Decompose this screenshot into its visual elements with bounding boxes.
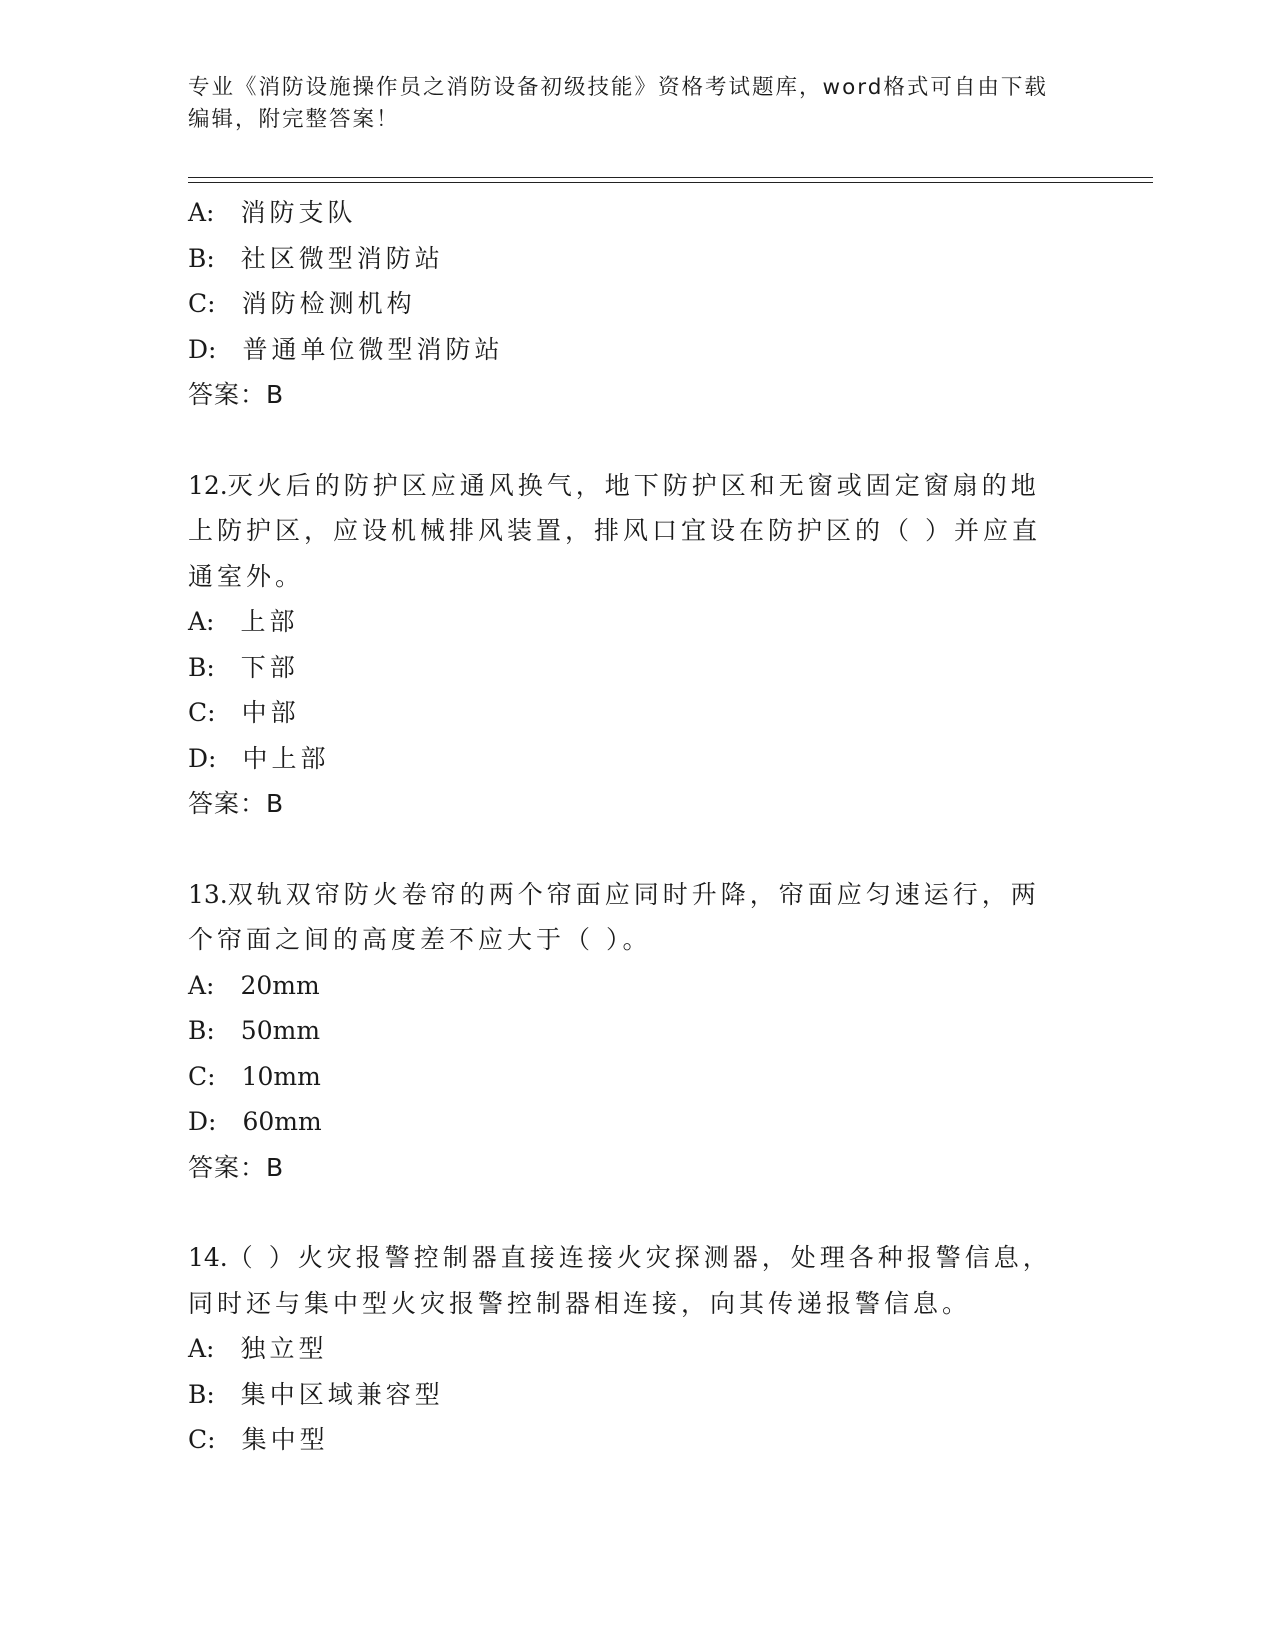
question-text: 双轨双帘防火卷帘的两个帘面应同时升降，帘面应匀速运行，两个帘面之间的高度差不应大于（ ）。 bbox=[188, 879, 1040, 954]
question-stem bbox=[188, 1235, 1068, 1326]
question-11-tail bbox=[188, 190, 1068, 418]
option-c bbox=[188, 690, 1068, 736]
option-text: 消防检测机构 bbox=[241, 289, 416, 318]
option-letter: D: bbox=[188, 743, 217, 773]
answer-line: 答案：B bbox=[188, 1152, 285, 1182]
header-divider-top bbox=[188, 177, 1153, 178]
option-text: 60mm bbox=[242, 1107, 322, 1136]
header-divider-bottom bbox=[188, 182, 1153, 183]
option-a bbox=[188, 599, 1068, 645]
option-letter: A: bbox=[188, 1334, 215, 1363]
option-letter: D: bbox=[188, 1107, 217, 1136]
option-text: 集中型 bbox=[241, 1425, 329, 1454]
option-text: 普通单位微型消防站 bbox=[242, 334, 504, 364]
option-b bbox=[188, 1372, 1068, 1418]
option-letter: B: bbox=[188, 652, 215, 682]
answer-line: 答案：B bbox=[188, 789, 285, 818]
option-text: 10mm bbox=[241, 1061, 321, 1091]
option-text: 50mm bbox=[240, 1016, 321, 1045]
option-d bbox=[188, 736, 1068, 782]
question-text: 灭火后的防护区应通风换气，地下防护区和无窗或固定窗扇的地上防护区，应设机械排风装置，排风口宜设在防护区的（ ）并应直通室外。 bbox=[188, 470, 1041, 591]
option-text: 消防支队 bbox=[240, 198, 357, 227]
option-letter: C: bbox=[188, 1425, 216, 1454]
question-13 bbox=[188, 872, 1068, 1191]
option-text: 独立型 bbox=[240, 1334, 328, 1363]
option-letter: C: bbox=[188, 698, 216, 727]
option-d bbox=[188, 1099, 1068, 1145]
option-letter: A: bbox=[188, 607, 215, 636]
option-text: 下部 bbox=[240, 652, 299, 682]
option-b bbox=[188, 1008, 1068, 1054]
question-12 bbox=[188, 463, 1068, 827]
option-text: 中部 bbox=[241, 698, 300, 727]
option-letter: C: bbox=[188, 1061, 216, 1091]
option-c bbox=[188, 1417, 1068, 1463]
option-d bbox=[188, 327, 1068, 373]
option-letter: A: bbox=[188, 198, 215, 227]
option-text: 集中区域兼容型 bbox=[240, 1379, 444, 1409]
option-b bbox=[188, 236, 1068, 282]
option-b bbox=[188, 645, 1068, 691]
option-letter: B: bbox=[188, 1016, 215, 1045]
question-number: 13. bbox=[188, 879, 228, 909]
question-stem bbox=[188, 463, 1068, 600]
question-stem bbox=[188, 872, 1068, 963]
option-c bbox=[188, 281, 1068, 327]
question-14 bbox=[188, 1235, 1068, 1463]
option-text: 上部 bbox=[240, 607, 299, 636]
document-description: 专业《消防设施操作员之消防设备初级技能》资格考试题库，word格式可自由下载编辑，附完整答案！ bbox=[188, 75, 1048, 132]
option-a bbox=[188, 1326, 1068, 1372]
option-c bbox=[188, 1054, 1068, 1100]
option-letter: B: bbox=[188, 243, 215, 273]
option-a bbox=[188, 190, 1068, 236]
question-number: 14. bbox=[188, 1243, 228, 1272]
option-text: 20mm bbox=[240, 970, 320, 1000]
question-text: （ ）火灾报警控制器直接连接火灾探测器，处理各种报警信息，同时还与集中型火灾报警控制器相连接，向其传递报警信息。 bbox=[188, 1243, 1052, 1318]
option-text: 中上部 bbox=[242, 743, 330, 773]
answer-line: 答案：B bbox=[188, 380, 285, 409]
option-letter: C: bbox=[188, 289, 216, 318]
option-letter: B: bbox=[188, 1379, 215, 1409]
option-letter: D: bbox=[188, 334, 217, 364]
option-letter: A: bbox=[188, 970, 215, 1000]
question-list bbox=[188, 190, 1068, 1463]
question-number: 12. bbox=[188, 470, 228, 500]
option-a bbox=[188, 963, 1068, 1009]
option-text: 社区微型消防站 bbox=[240, 243, 444, 273]
